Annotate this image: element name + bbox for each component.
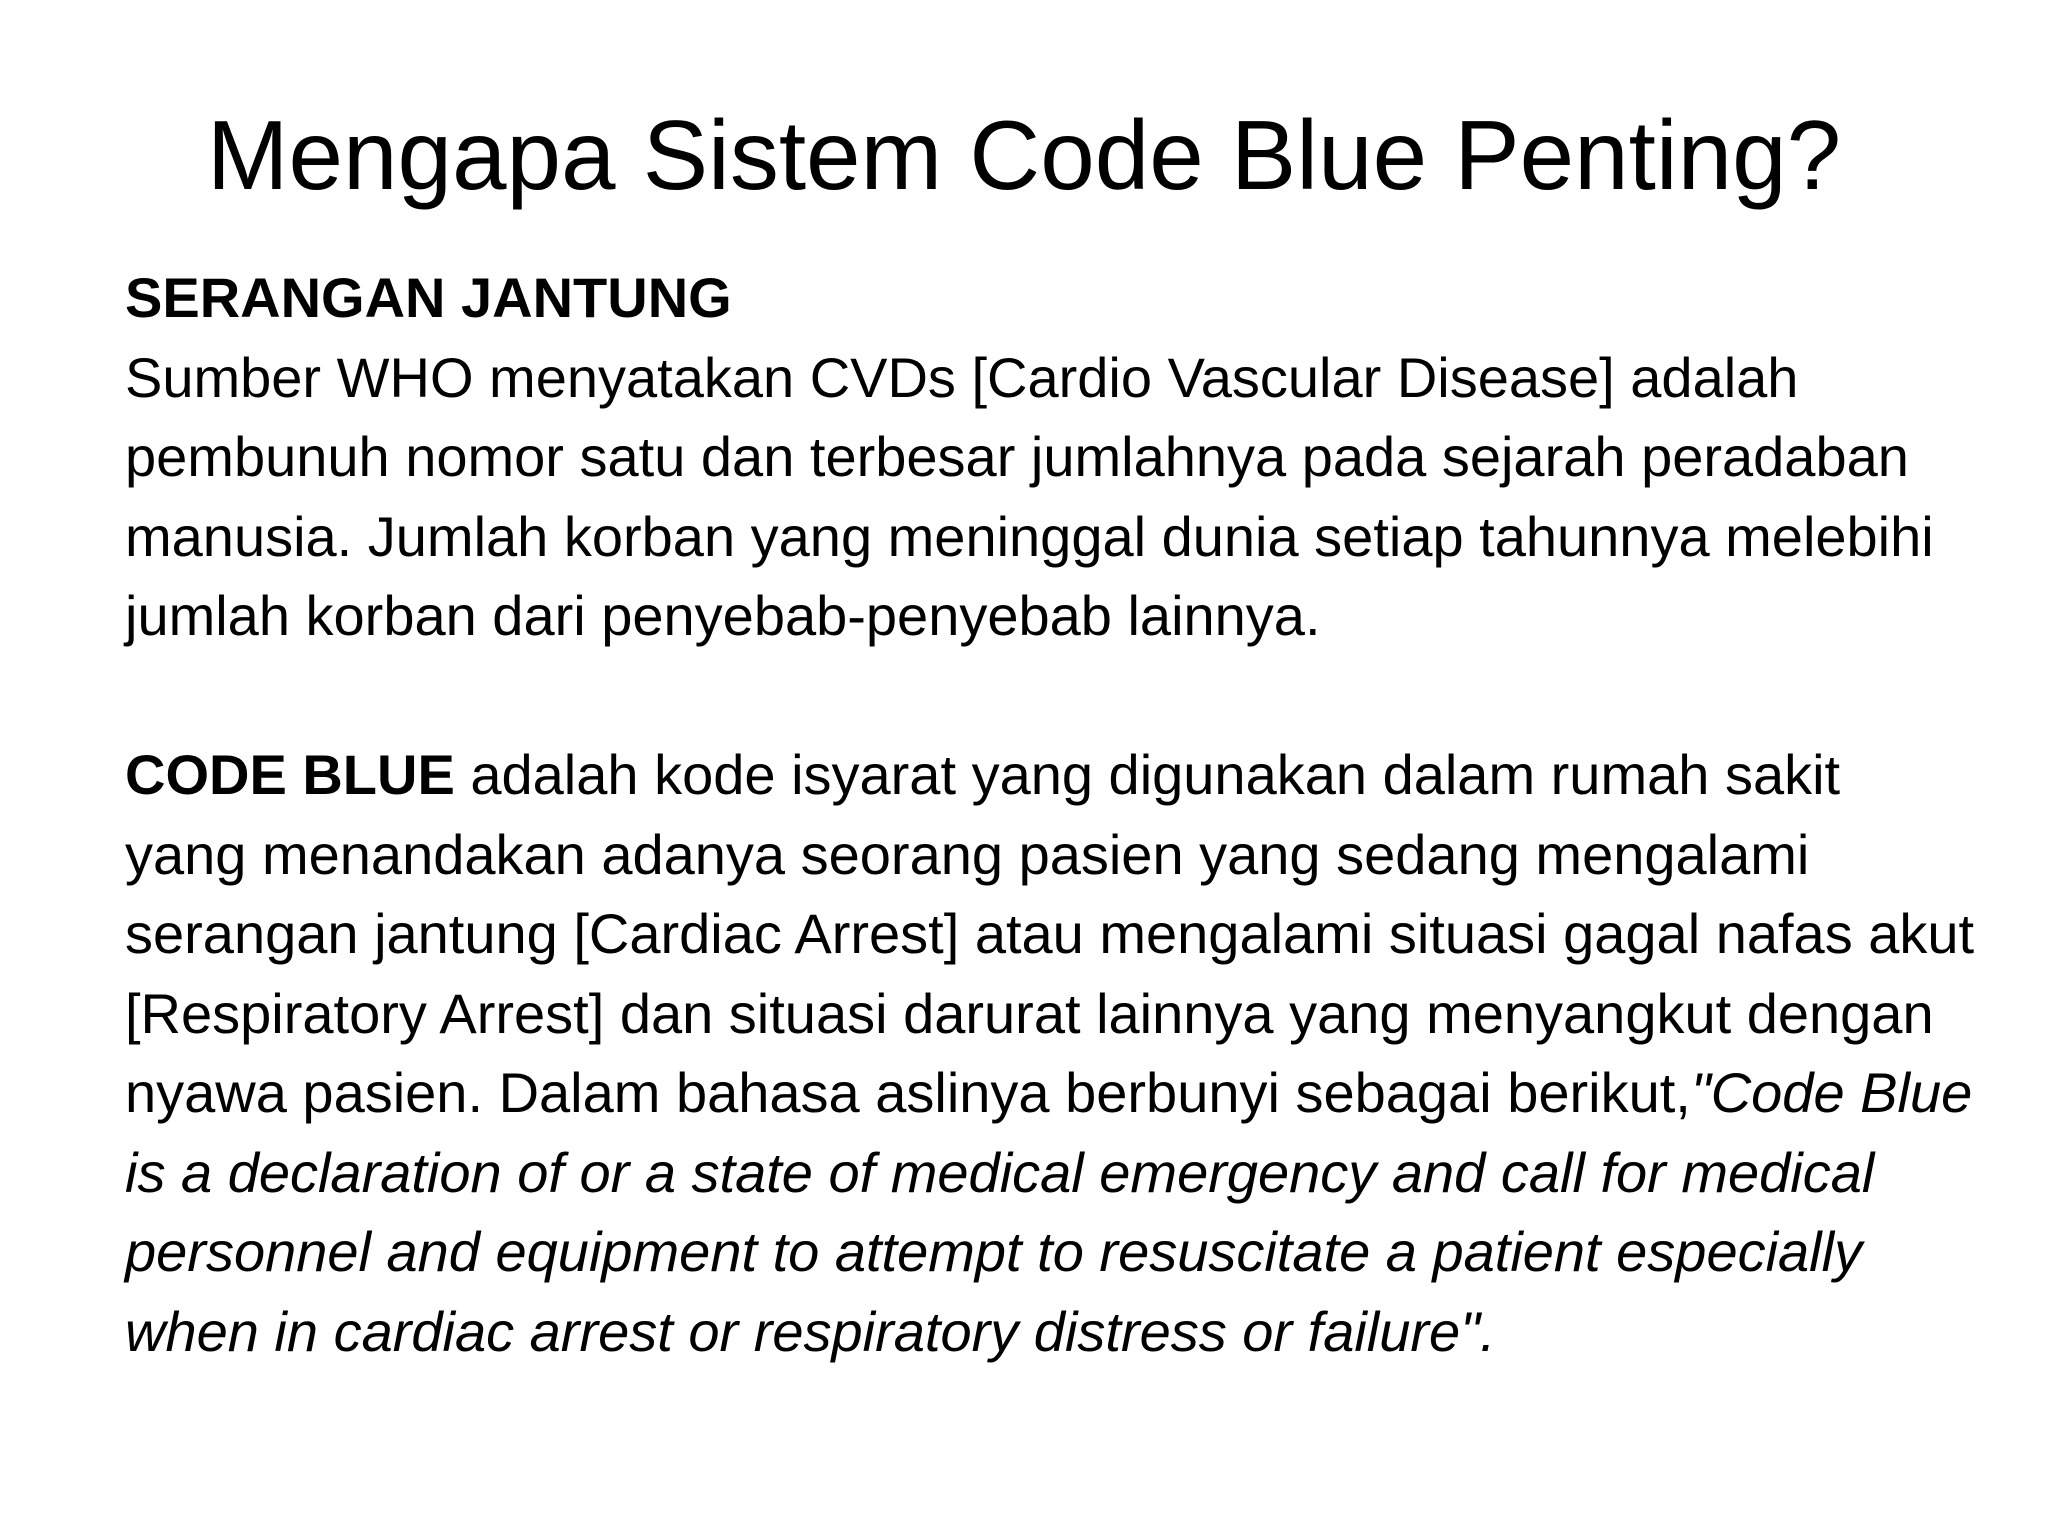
section-serangan-jantung [125, 258, 1975, 656]
code-blue-definition: adalah kode isyarat yang digunakan dalam rumah sakit yang menandakan adanya seorang pasien yang sedang mengalami serangan jantung [Cardiac Arrest] atau mengalami situasi gagal nafas akut [Respiratory Arrest] dan situasi darurat lainnya yang menyangkut dengan nyawa pasien. Dalam bahasa aslinya berbunyi sebagai berikut, [125, 743, 1975, 1124]
slide-body [125, 258, 1975, 1371]
section-code-blue [125, 735, 1975, 1371]
code-blue-quote: "Code Blue is a declaration of or a state of medical emergency and call for medical personnel and equipment to attempt to resuscitate a patient especially when in cardiac arrest or respiratory distress or failure". [125, 1061, 1973, 1363]
code-blue-term: CODE BLUE [125, 743, 455, 806]
paragraph-spacer [125, 656, 1975, 736]
section-text: Sumber WHO menyatakan CVDs [Cardio Vascular Disease] adalah pembunuh nomor satu dan terbesar jumlahnya pada sejarah peradaban manusia. Jumlah korban yang meninggal dunia setiap tahunnya melebihi jumlah korban dari penyebab-penyebab lainnya. [125, 345, 1934, 647]
slide-title: Mengapa Sistem Code Blue Penting? [206, 100, 1842, 210]
section-heading: SERANGAN JANTUNG [125, 266, 732, 329]
